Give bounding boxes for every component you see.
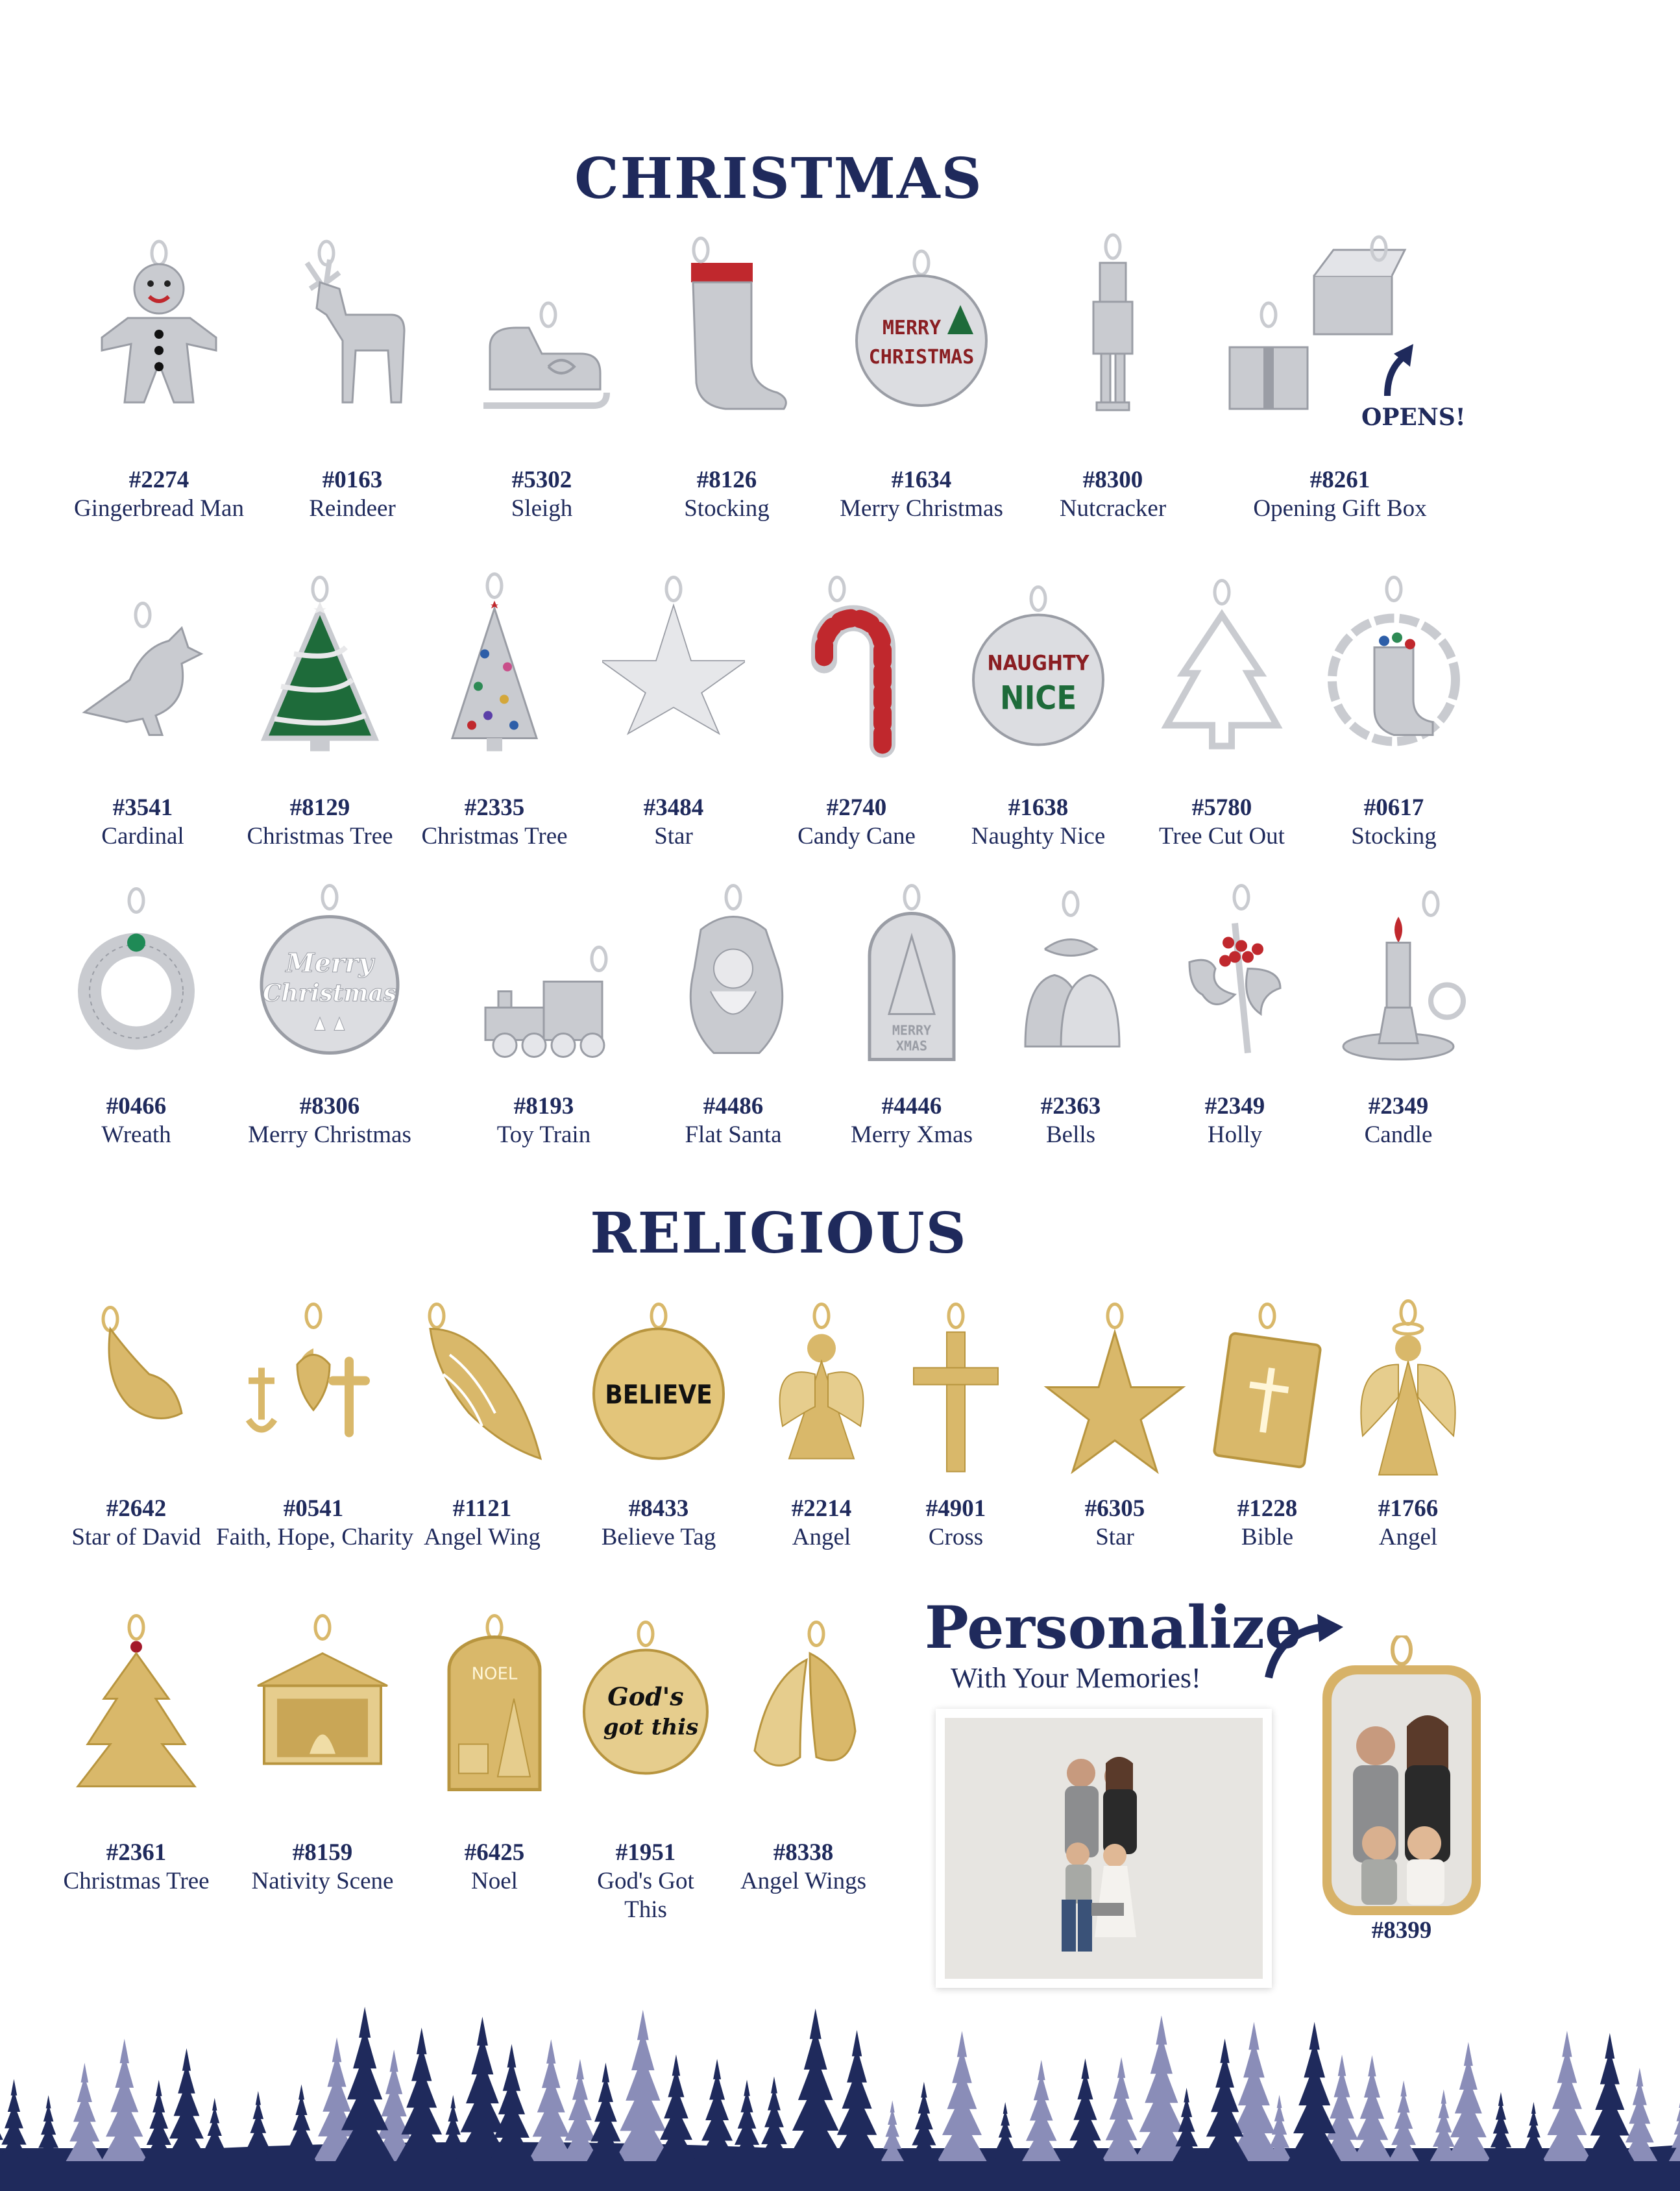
charm-sku: #8261	[1309, 467, 1370, 493]
santa-charm-icon	[662, 863, 805, 1087]
bells-charm-icon	[999, 863, 1142, 1087]
svg-text:NOEL: NOEL	[471, 1664, 518, 1684]
photo-dog-tag-charm	[1317, 1635, 1486, 1921]
tree-cutout-charm-icon	[1150, 545, 1293, 789]
charm-sku: #2740	[826, 794, 887, 821]
charm-name: Angel	[792, 1524, 851, 1550]
charm-sku: #2214	[791, 1495, 852, 1522]
praying-hands-charm-icon	[65, 1298, 208, 1489]
charm-name: Gingerbread Man	[74, 495, 244, 522]
svg-text:XMAS: XMAS	[895, 1038, 928, 1054]
charm-sku: #3541	[112, 794, 173, 821]
charm-product-card[interactable]	[1016, 195, 1210, 523]
nutcracker-charm-icon	[1041, 195, 1184, 461]
charm-name: Faith, Hope, Charity	[216, 1524, 414, 1550]
charm-sku: #3484	[643, 794, 704, 821]
charm-sku: #4446	[881, 1093, 942, 1120]
charm-name: God's Got This	[597, 1868, 694, 1923]
charm-name: Christmas Tree	[421, 823, 568, 850]
charm-sku: #0163	[322, 467, 383, 493]
charm-name: Bible	[1241, 1524, 1294, 1550]
charm-name: Cross	[928, 1524, 984, 1550]
charm-name: Stocking	[684, 495, 770, 522]
charm-sku: #8193	[513, 1093, 574, 1120]
naughty-nice-charm-icon	[967, 545, 1110, 789]
charm-product-card[interactable]	[759, 545, 954, 851]
charm-name: Noel	[471, 1868, 518, 1894]
charm-sku: #2363	[1040, 1093, 1101, 1120]
gift-box-charm-icon	[1217, 195, 1411, 461]
toy-train-charm-icon	[472, 863, 615, 1087]
charm-name: Toy Train	[496, 1121, 591, 1148]
charm-sku: #1638	[1008, 794, 1069, 821]
charm-sku: #2349	[1204, 1093, 1265, 1120]
charm-name: Bells	[1045, 1121, 1096, 1148]
charm-sku: #5302	[511, 467, 572, 493]
svg-text:NAUGHTY: NAUGHTY	[987, 650, 1090, 676]
charm-sku: #1121	[452, 1495, 512, 1522]
charm-product-card[interactable]	[1301, 863, 1496, 1149]
charm-name: Star	[1095, 1524, 1134, 1550]
charm-sku: #4486	[703, 1093, 764, 1120]
charm-sku: #0541	[283, 1495, 344, 1522]
personalize-title: Personalize	[925, 1593, 1302, 1662]
charm-name: Flat Santa	[685, 1121, 782, 1148]
charm-product-card[interactable]	[223, 545, 417, 851]
noel-tag-charm-icon	[423, 1577, 566, 1833]
charm-product-card[interactable]	[216, 1298, 414, 1552]
charm-name: Sleigh	[511, 495, 573, 522]
enamel-tree-charm-icon	[249, 545, 391, 789]
charm-sku: #8300	[1082, 467, 1143, 493]
charm-product-card[interactable]	[225, 1577, 420, 1896]
charm-name: Candy Cane	[797, 823, 916, 850]
charm-product-card[interactable]	[39, 863, 234, 1149]
charm-name: Christmas Tree	[247, 823, 393, 850]
charm-product-card[interactable]	[39, 1298, 234, 1552]
charm-name: Nativity Scene	[251, 1868, 394, 1894]
family-photo	[936, 1709, 1272, 1988]
cross-charm-icon	[884, 1298, 1027, 1489]
faith-hope-charity-charm-icon	[242, 1298, 385, 1489]
merry-christmas-disc-charm-icon	[850, 195, 993, 461]
charm-sku: #6425	[464, 1839, 525, 1866]
candle-charm-icon	[1327, 863, 1470, 1087]
nativity-charm-icon	[251, 1577, 394, 1833]
charm-sku: #8159	[292, 1839, 353, 1866]
charm-product-card[interactable]	[706, 1577, 901, 1896]
svg-text:Merry: Merry	[286, 948, 374, 979]
religious-heading: RELIGIOUS	[590, 1201, 968, 1266]
charm-product-card[interactable]	[62, 195, 256, 523]
charm-product-card[interactable]	[444, 195, 639, 523]
candy-cane-charm-icon	[785, 545, 928, 789]
charm-product-card[interactable]	[397, 545, 592, 851]
charm-name: Believe Tag	[601, 1524, 716, 1550]
charm-product-card[interactable]	[636, 863, 831, 1149]
charm-product-card[interactable]	[446, 863, 641, 1149]
charm-name: Wreath	[101, 1121, 171, 1148]
charm-name: Angel Wings	[740, 1868, 867, 1894]
charm-name: Nutcracker	[1059, 495, 1167, 522]
charm-product-card[interactable]	[232, 863, 427, 1149]
charm-sku: #1766	[1378, 1495, 1439, 1522]
charm-sku: #1634	[891, 467, 952, 493]
charm-product-card[interactable]	[255, 195, 450, 523]
charm-product-card[interactable]	[39, 1577, 234, 1896]
charm-name: Naughty Nice	[971, 823, 1106, 850]
charm-sku: #8126	[696, 467, 757, 493]
charm-sku: #2361	[106, 1839, 167, 1866]
charm-sku: #2274	[128, 467, 189, 493]
opens-arrow-icon	[1374, 341, 1420, 399]
charm-sku: #8433	[628, 1495, 689, 1522]
stocking-charm-icon	[655, 195, 798, 461]
holly-charm-icon	[1163, 863, 1306, 1087]
charm-sku: #4901	[925, 1495, 986, 1522]
gold-tree-charm-icon	[65, 1577, 208, 1833]
filigree-stocking-charm-icon	[1322, 545, 1465, 789]
svg-text:BELIEVE: BELIEVE	[605, 1380, 712, 1410]
charm-sku: #2349	[1368, 1093, 1429, 1120]
charm-sku: #5780	[1191, 794, 1252, 821]
charm-sku: #8338	[773, 1839, 834, 1866]
svg-text:CHRISTMAS: CHRISTMAS	[868, 346, 975, 369]
gold-star-charm-icon	[1043, 1298, 1186, 1489]
charm-product-card[interactable]	[629, 195, 824, 523]
charm-product-card[interactable]	[1125, 545, 1319, 851]
charm-product-card[interactable]	[385, 1298, 579, 1552]
forest-silhouette-footer	[0, 1999, 1680, 2191]
charm-product-card[interactable]	[824, 195, 1019, 523]
charm-name: Merry Christmas	[840, 495, 1003, 522]
charm-name: Holly	[1207, 1121, 1263, 1148]
charm-name: Angel Wing	[424, 1524, 541, 1550]
charm-name: Reindeer	[309, 495, 396, 522]
charm-product-card[interactable]	[45, 545, 240, 851]
charm-sku: #1228	[1237, 1495, 1298, 1522]
believe-tag-charm-icon	[587, 1298, 730, 1489]
charm-name: Star	[654, 823, 693, 850]
svg-text:MERRY: MERRY	[882, 317, 942, 339]
charm-name: Stocking	[1351, 823, 1437, 850]
wreath-charm-icon	[65, 863, 208, 1087]
charm-sku: #1951	[615, 1839, 676, 1866]
charm-sku: #8129	[289, 794, 350, 821]
charm-name: Angel	[1378, 1524, 1438, 1550]
svg-text:got this: got this	[603, 1714, 699, 1741]
charm-name: Star of David	[71, 1524, 201, 1550]
charm-name: Christmas Tree	[63, 1868, 210, 1894]
gods-got-this-charm-icon	[574, 1577, 717, 1833]
charm-name: Opening Gift Box	[1253, 495, 1427, 522]
svg-text:Christmas: Christmas	[262, 979, 397, 1007]
charm-name: Merry Xmas	[850, 1121, 973, 1148]
merry-christmas-coin-charm-icon	[258, 863, 401, 1087]
jeweled-tree-charm-icon	[423, 545, 566, 789]
photo-tag-sku: #8399	[1371, 1917, 1432, 1944]
standing-angel-charm-icon	[1337, 1298, 1479, 1489]
charm-name: Candle	[1364, 1121, 1433, 1148]
charm-name: Merry Christmas	[248, 1121, 411, 1148]
svg-text:MERRY: MERRY	[892, 1022, 932, 1038]
charm-product-card[interactable]	[1297, 545, 1491, 851]
merry-xmas-tag-charm-icon	[840, 863, 983, 1087]
charm-sku: #8306	[299, 1093, 360, 1120]
gingerbread-man-charm-icon	[88, 195, 230, 461]
svg-text:God's: God's	[607, 1682, 684, 1711]
svg-text:NICE: NICE	[999, 679, 1077, 717]
sleigh-charm-icon	[470, 195, 613, 461]
opens-label: OPENS!	[1361, 404, 1466, 431]
charm-name: Cardinal	[101, 823, 184, 850]
angel-wing-charm-icon	[411, 1298, 554, 1489]
charm-sku: #2642	[106, 1495, 167, 1522]
personalize-subtitle: With Your Memories!	[951, 1662, 1201, 1694]
charm-product-card[interactable]	[576, 545, 771, 851]
star-charm-icon	[602, 545, 745, 789]
charm-name: Tree Cut Out	[1159, 823, 1285, 850]
charm-sku: #0466	[106, 1093, 167, 1120]
charm-sku: #0617	[1363, 794, 1424, 821]
charm-product-card[interactable]	[941, 545, 1136, 851]
reindeer-charm-icon	[281, 195, 424, 461]
angel-wings-charm-icon	[732, 1577, 875, 1833]
charm-sku: #6305	[1084, 1495, 1145, 1522]
cardinal-charm-icon	[71, 545, 214, 789]
christmas-heading: CHRISTMAS	[574, 146, 983, 212]
charm-sku: #2335	[464, 794, 525, 821]
charm-product-card[interactable]	[1311, 1298, 1505, 1552]
